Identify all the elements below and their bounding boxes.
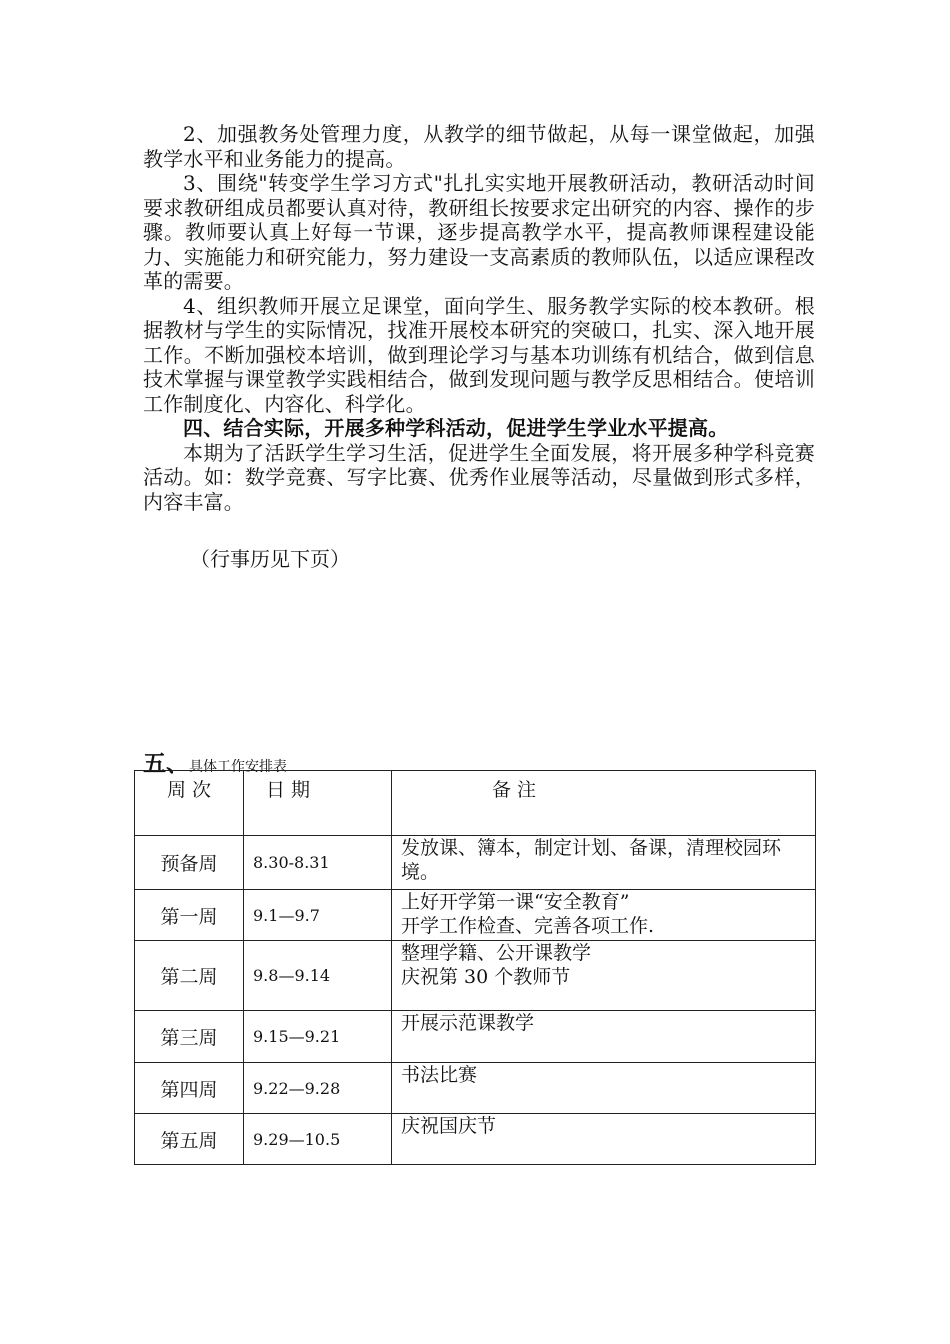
week-cell: 第四周 bbox=[135, 1063, 244, 1114]
paragraph: 本期为了活跃学生学习生活，促进学生全面发展，将开展多种学科竞赛活动。如：数学竞赛、写字比赛、优秀作业展等活动，尽量做到形式多样，内容丰富。 bbox=[143, 440, 815, 514]
note-line: 开学工作检查、完善各项工作. bbox=[401, 915, 655, 937]
note-cell bbox=[392, 1114, 816, 1165]
week-cell: 第五周 bbox=[135, 1114, 244, 1165]
date-cell: 9.15—9.21 bbox=[244, 1011, 392, 1063]
header-week: 周 次 bbox=[135, 771, 244, 836]
body-text bbox=[143, 122, 815, 514]
paragraph: 4、组织教师开展立足课堂，面向学生、服务教学实际的校本教研。根据教材与学生的实际情况，找准开展校本研究的突破口，扎实、深入地开展工作。不断加强校本培训，做到理论学习与基本功训练有机结合，做到信息技术掌握与课堂教学实践相结合，做到发现问题与教学反思相结合。使培训工作制度化、内容化、科学化。 bbox=[143, 293, 815, 416]
date-cell: 9.1—9.7 bbox=[244, 890, 392, 941]
week-cell: 预备周 bbox=[135, 836, 244, 890]
table-row bbox=[135, 941, 816, 1011]
note-cell bbox=[392, 941, 816, 1011]
section-number: 五、 bbox=[143, 750, 189, 777]
header-note: 备 注 bbox=[392, 771, 816, 836]
date-cell: 9.22—9.28 bbox=[244, 1063, 392, 1114]
table-row bbox=[135, 890, 816, 941]
paragraph: 2、加强教务处管理力度，从教学的细节做起，从每一课堂做起，加强教学水平和业务能力的提高。 bbox=[143, 122, 815, 171]
table-row bbox=[135, 836, 816, 890]
note-line: 书法比赛 bbox=[401, 1064, 478, 1086]
note-line: 发放课、簿本，制定计划、备课，清理校园环境。 bbox=[401, 837, 782, 883]
note-cell bbox=[392, 836, 816, 890]
note-line: 庆祝第 30 个教师节 bbox=[401, 966, 571, 988]
section-heading-four: 四、结合实际，开展多种学科活动，促进学生学业水平提高。 bbox=[183, 416, 729, 440]
note-cell bbox=[392, 1063, 816, 1114]
table-row bbox=[135, 1114, 816, 1165]
note-cell bbox=[392, 890, 816, 941]
header-date: 日 期 bbox=[244, 771, 392, 836]
note-line: 整理学籍、公开课教学 bbox=[401, 942, 592, 964]
note-line: 开展示范课教学 bbox=[401, 1012, 535, 1034]
paragraph: 3、围绕"转变学生学习方式"扎扎实实地开展教研活动，教研活动时间要求教研组成员都要认真对待，教研组长按要求定出研究的内容、操作的步骤。教师要认真上好每一节课，逐步提高教学水平，提高教师课程建设能力、实施能力和研究能力，努力建设一支高素质的教师队伍，以适应课程改革的需要。 bbox=[143, 171, 815, 293]
schedule-table bbox=[134, 770, 816, 1165]
calendar-note: （行事历见下页） bbox=[190, 547, 350, 571]
table-header-row bbox=[135, 771, 816, 836]
table-row bbox=[135, 1011, 816, 1063]
section-title: 具体工作安排表 bbox=[189, 759, 287, 775]
date-cell: 9.29—10.5 bbox=[244, 1114, 392, 1165]
note-cell bbox=[392, 1011, 816, 1063]
note-line: 上好开学第一课“安全教育” bbox=[401, 891, 630, 913]
table-row bbox=[135, 1063, 816, 1114]
date-cell: 9.8—9.14 bbox=[244, 941, 392, 1011]
date-cell: 8.30-8.31 bbox=[244, 836, 392, 890]
week-cell: 第二周 bbox=[135, 941, 244, 1011]
week-cell: 第一周 bbox=[135, 890, 244, 941]
note-line: 庆祝国庆节 bbox=[401, 1115, 497, 1137]
week-cell: 第三周 bbox=[135, 1011, 244, 1063]
